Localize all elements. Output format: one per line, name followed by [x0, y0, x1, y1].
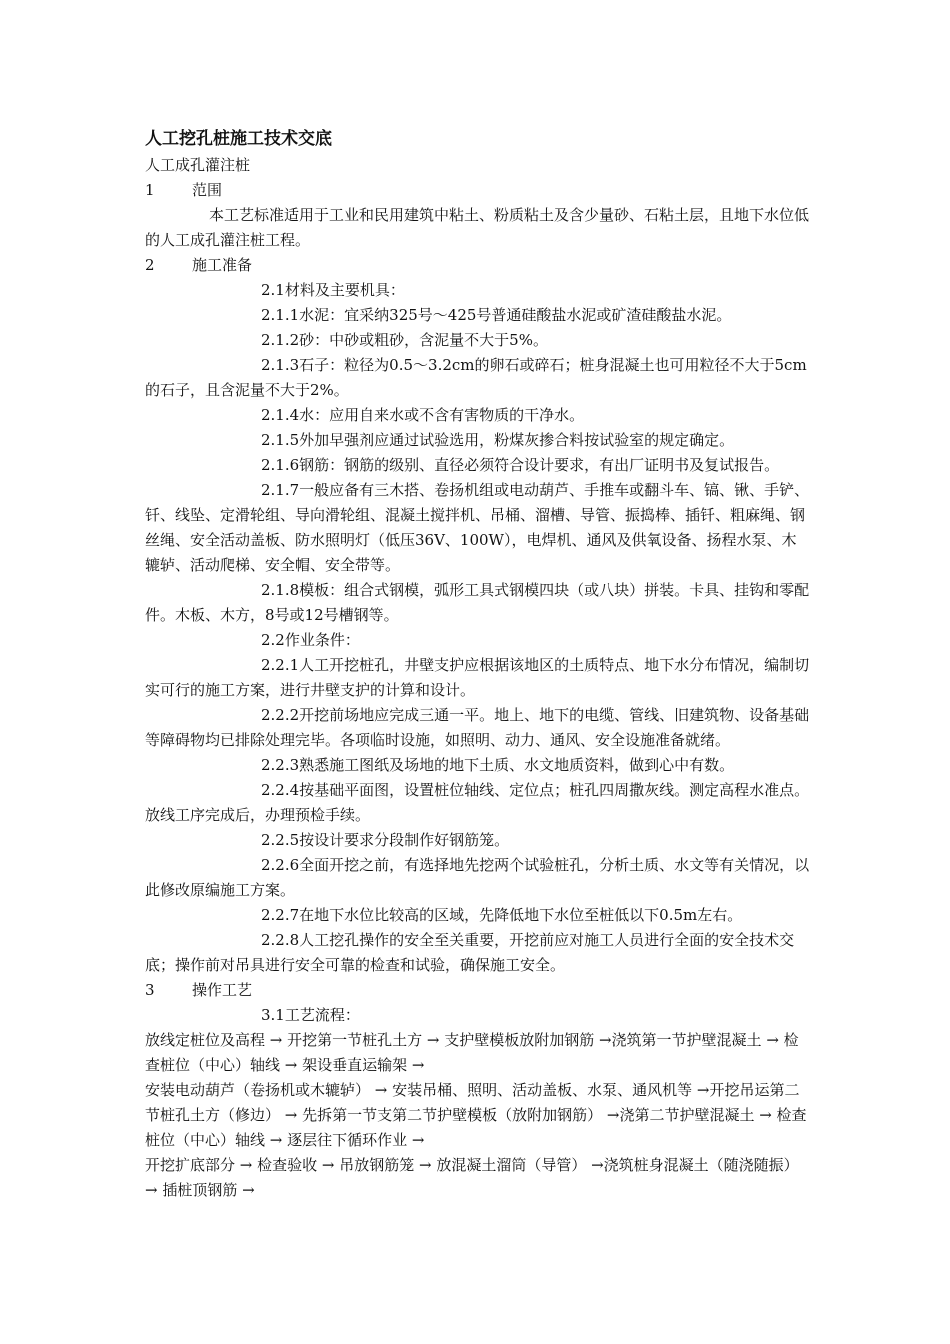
clause-text: 钢筋：钢筋的级别、直径必须符合设计要求，有出厂证明书及复试报告。	[299, 456, 780, 474]
section-title: 范围	[192, 181, 223, 199]
clause-text: 砂：中砂或粗砂，含泥量不大于5%。	[299, 331, 548, 349]
clause-text: 熟悉施工图纸及场地的地下土质、水文地质资料，做到心中有数。	[299, 756, 735, 774]
paragraph	[145, 328, 810, 353]
clause-text: 水：应用自来水或不含有害物质的干净水。	[299, 406, 585, 424]
clause-text: 水泥：宜采纳325号～425号普通硅酸盐水泥或矿渣硅酸盐水泥。	[299, 306, 732, 324]
clause-text: 人工挖孔操作的安全至关重要，开挖前应对施工人员进行全面的安全技术交底；操作前对吊具进行安全可靠的检查和试验，确保施工安全。	[145, 931, 795, 974]
paragraph	[145, 928, 810, 978]
flow-step-group: 放线定桩位及高程 → 开挖第一节桩孔土方 → 支护壁模板放附加钢筋 →浇筑第一节护壁混凝土 → 检查桩位（中心）轴线 → 架设垂直运输架 →	[145, 1031, 799, 1074]
clause-number: 2.2	[261, 631, 285, 649]
clause-text: 工艺流程：	[284, 1006, 360, 1024]
clause-text: 石子：粒径为0.5～3.2cm的卵石或碎石；桩身混凝土也可用粒径不大于5cm的石子，且含泥量不大于2%。	[145, 356, 807, 399]
clause-number: 2.2.3	[261, 756, 300, 774]
clause-text: 材料及主要机具：	[284, 281, 405, 299]
section-heading	[145, 978, 810, 1003]
paragraph	[145, 853, 810, 903]
clause-number: 2.1.1	[261, 306, 300, 324]
paragraph	[145, 903, 810, 928]
paragraph	[145, 753, 810, 778]
section-heading	[145, 178, 810, 203]
clause-text: 按设计要求分段制作好钢筋笼。	[299, 831, 510, 849]
paragraph	[145, 778, 810, 828]
clause-number: 2.2.1	[261, 656, 300, 674]
clause-number: 2.1.3	[261, 356, 300, 374]
section-title: 操作工艺	[192, 981, 253, 999]
clause-text: 开挖前场地应完成三通一平。地上、地下的电缆、管线、旧建筑物、设备基础等障碍物均已排除处理完毕。各项临时设施，如照明、动力、通风、安全设施准备就绪。	[145, 706, 810, 749]
paragraph	[145, 353, 810, 403]
section-heading	[145, 253, 810, 278]
paragraph	[145, 403, 810, 428]
clause-number: 2.1.6	[261, 456, 300, 474]
clause-number: 2.1.8	[261, 581, 300, 599]
clause-text: 作业条件：	[284, 631, 360, 649]
document-subtitle: 人工成孔灌注桩	[145, 156, 251, 174]
paragraph	[145, 628, 810, 653]
section-number: 1	[145, 181, 155, 199]
clause-number: 2.1	[261, 281, 285, 299]
paragraph	[145, 1003, 810, 1028]
clause-number: 2.1.7	[261, 481, 300, 499]
paragraph	[145, 653, 810, 703]
clause-number: 2.2.4	[261, 781, 300, 799]
document-body	[145, 178, 810, 1028]
clause-number: 2.2.8	[261, 931, 300, 949]
section-number: 3	[145, 981, 155, 999]
clause-text: 在地下水位比较高的区域，先降低地下水位至桩低以下0.5m左右。	[299, 906, 743, 924]
clause-number: 2.2.7	[261, 906, 300, 924]
section-title: 施工准备	[192, 256, 253, 274]
clause-number: 2.1.2	[261, 331, 300, 349]
paragraph-text: 本工艺标准适用于工业和民用建筑中粘土、粉质粘土及含少量砂、石粘土层，且地下水位低的人工成孔灌注桩工程。	[145, 206, 810, 249]
clause-number: 2.2.2	[261, 706, 300, 724]
clause-number: 2.1.4	[261, 406, 300, 424]
paragraph	[145, 703, 810, 753]
clause-text: 外加早强剂应通过试验选用，粉煤灰掺合料按试验室的规定确定。	[299, 431, 735, 449]
clause-number: 2.2.6	[261, 856, 300, 874]
paragraph	[145, 278, 810, 303]
paragraph	[145, 828, 810, 853]
paragraph	[145, 203, 810, 253]
flow-step-group: 开挖扩底部分 → 检查验收 → 吊放钢筋笼 → 放混凝土溜筒（导管） →浇筑桩身混凝土（随浇随振） → 插桩顶钢筋 →	[145, 1156, 799, 1199]
clause-text: 人工开挖桩孔，井壁支护应根据该地区的土质特点、地下水分布情况，编制切实可行的施工方案，进行井壁支护的计算和设计。	[145, 656, 810, 699]
clause-text: 全面开挖之前，有选择地先挖两个试验桩孔，分析土质、水文等有关情况，以此修改原编施工方案。	[145, 856, 810, 899]
flow-step-group: 安装电动葫芦（卷扬机或木辘轳） → 安装吊桶、照明、活动盖板、水泵、通风机等 →开挖吊运第二节桩孔土方（修边） → 先拆第一节支第二节护壁模板（放附加钢筋） →浇第二节护壁混凝土 → 检查桩位（中心）轴线 → 逐层往下循环作业 →	[145, 1081, 807, 1149]
clause-text: 一般应备有三木搭、卷扬机组或电动葫芦、手推车或翻斗车、镐、锹、手铲、钎、线坠、定滑轮组、导向滑轮组、混凝土搅拌机、吊桶、溜槽、导管、振捣棒、插钎、粗麻绳、钢丝绳、安全活动盖板、防水照明灯（低压36V、100W），电焊机、通风及供氧设备、扬程水泵、木辘轳、活动爬梯、安全帽、安全带等。	[145, 481, 810, 574]
paragraph	[145, 303, 810, 328]
section-number: 2	[145, 256, 155, 274]
clause-number: 2.1.5	[261, 431, 300, 449]
document-content	[145, 125, 810, 1203]
paragraph	[145, 428, 810, 453]
paragraph	[145, 578, 810, 628]
paragraph	[145, 478, 810, 578]
clause-number: 2.2.5	[261, 831, 300, 849]
clause-text: 按基础平面图，设置桩位轴线、定位点；桩孔四周撒灰线。测定高程水准点。放线工序完成后，办理预检手续。	[145, 781, 810, 824]
document-title: 人工挖孔桩施工技术交底	[145, 129, 332, 149]
paragraph	[145, 453, 810, 478]
clause-text: 模板：组合式钢模，弧形工具式钢模四块（或八块）拼装。卡具、挂钩和零配件。木板、木方，8号或12号槽钢等。	[145, 581, 810, 624]
clause-number: 3.1	[261, 1006, 285, 1024]
process-flow	[145, 1028, 810, 1203]
